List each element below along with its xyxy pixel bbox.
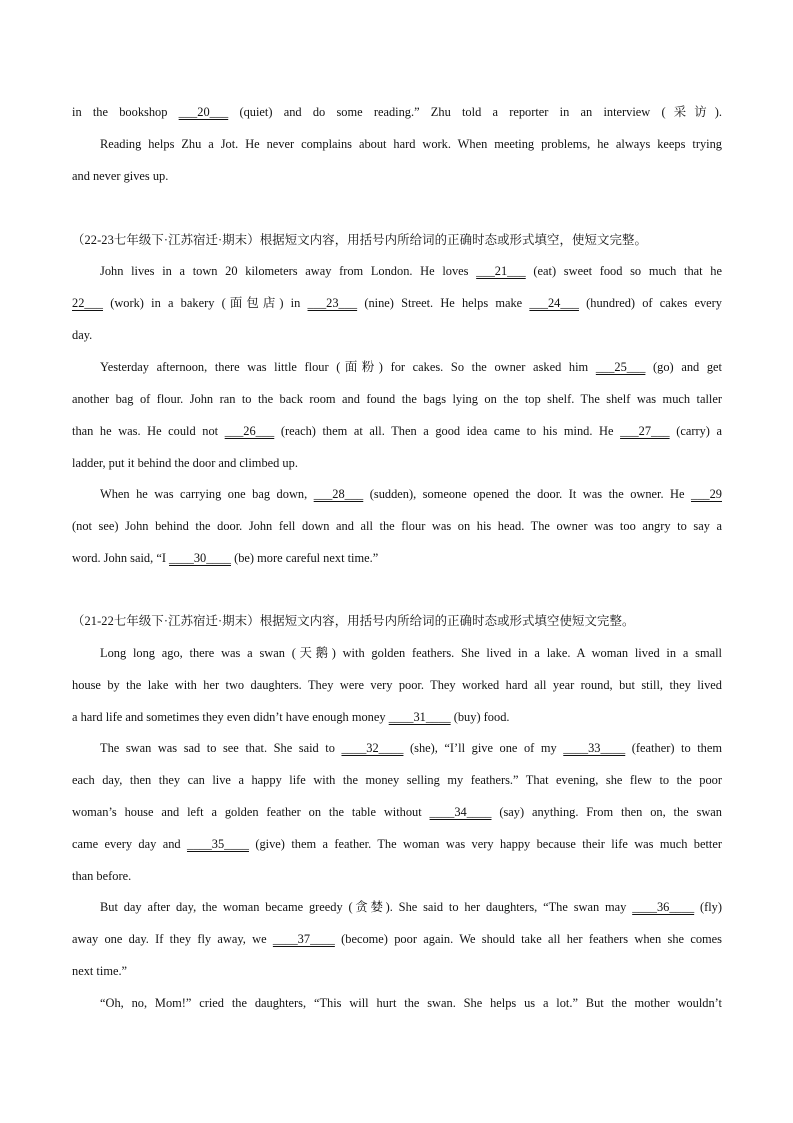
text-line (100, 485, 722, 503)
text-run: The swan was sad to see that. She said to (100, 741, 342, 755)
text-run: ladder, put it behind the door and climbed up. (72, 456, 298, 470)
answer-blank: ___20___ (178, 105, 229, 119)
text-run: (sudden), someone opened the door. It was the owner. He (363, 487, 692, 501)
answer-blank: ___26___ (224, 424, 275, 438)
text-line (72, 549, 722, 567)
text-run: John lives in a town 20 kilometers away from London. He loves (100, 264, 477, 278)
text-line (72, 294, 722, 312)
text-run: But day after day, the woman became greedy (贪婪). She said to her daughters, “The swan may (100, 900, 633, 914)
text-run: next time.” (72, 964, 128, 978)
answer-blank: ___25___ (595, 360, 646, 374)
text-line (72, 390, 722, 408)
text-line (100, 135, 722, 153)
text-run: (give) them a feather. The woman was very happy because their life was much better (248, 837, 722, 851)
text-run: (go) and get (645, 360, 722, 374)
text-run: (carry) a (669, 424, 722, 438)
text-run: (become) poor again. We should take all her feathers when she comes (334, 932, 722, 946)
text-line (72, 454, 722, 472)
text-line (72, 326, 722, 344)
text-run: (work) in a bakery (面包店) in (102, 296, 308, 310)
text-line (72, 962, 722, 980)
answer-blank: ____30____ (169, 551, 231, 565)
text-line (72, 708, 722, 726)
text-run: Long long ago, there was a swan (天鹅) with golden feathers. She lived in a lake. A woman lived in a small (100, 646, 722, 660)
text-run: house by the lake with her two daughters. They were very poor. They worked hard all year round, but still, they lived (72, 678, 722, 692)
text-line (100, 739, 722, 757)
text-line (72, 422, 722, 440)
text-run: than before. (72, 869, 132, 883)
text-line (100, 262, 722, 280)
text-line (72, 930, 722, 948)
text-run: came every day and (72, 837, 187, 851)
answer-blank: ____34____ (429, 805, 492, 819)
text-run: “Oh, no, Mom!” cried the daughters, “This will hurt the swan. She helps us a lot.” But the mother wouldn’t (100, 996, 722, 1010)
text-line (100, 644, 722, 662)
text-run: (quiet) and do some reading.” Zhu told a reporter in an interview (采访). (228, 105, 722, 119)
answer-blank: ___21___ (476, 264, 526, 278)
section-heading (72, 231, 732, 249)
text-run: (hundred) of cakes every (578, 296, 723, 310)
text-run: (feather) to them (625, 741, 722, 755)
text-run: another bag of flour. John ran to the back room and found the bags lying on the top shelf. The shelf was much taller (72, 392, 722, 406)
answer-blank: ____37____ (272, 932, 335, 946)
text-run: （21-22七年级下·江苏宿迁·期末）根据短文内容，用括号内所给词的正确时态或形式填空使短文完整。 (72, 614, 635, 628)
answer-blank: ____35____ (187, 837, 249, 851)
text-run: (fly) (694, 900, 722, 914)
text-line (72, 517, 722, 535)
text-run: When he was carrying one bag down, (100, 487, 314, 501)
answer-blank: ____36____ (632, 900, 695, 914)
text-run: a hard life and sometimes they even didn’t have enough money (72, 710, 389, 724)
text-run: (she), “I’ll give one of my (403, 741, 564, 755)
text-run: (eat) sweet food so much that he (525, 264, 722, 278)
section-heading (72, 612, 732, 630)
text-line (100, 994, 722, 1012)
text-run: (say) anything. From then on, the swan (491, 805, 722, 819)
text-line (72, 771, 722, 789)
text-run: (be) more careful next time.” (231, 551, 379, 565)
text-run: woman’s house and left a golden feather on the table without (72, 805, 430, 819)
text-run: word. John said, “I (72, 551, 170, 565)
text-run: each day, then they can live a happy life with the money selling my feathers.” That evening, she flew to the poor (72, 773, 722, 787)
text-line (100, 358, 722, 376)
answer-blank: ___29 (691, 487, 722, 501)
text-line (100, 898, 722, 916)
answer-blank: ___27___ (620, 424, 670, 438)
answer-blank: ___23___ (307, 296, 358, 310)
text-run: away one day. If they fly away, we (72, 932, 273, 946)
answer-blank: ___28___ (313, 487, 364, 501)
text-run: than he was. He could not (72, 424, 225, 438)
text-run: Yesterday afternoon, there was little flour (面粉) for cakes. So the owner asked him (100, 360, 596, 374)
text-run: and never gives up. (72, 169, 169, 183)
text-run: day. (72, 328, 93, 342)
answer-blank: ___24___ (529, 296, 579, 310)
answer-blank: ____32____ (341, 741, 404, 755)
text-line (72, 676, 722, 694)
answer-blank: ____33____ (563, 741, 626, 755)
text-line (72, 867, 722, 885)
text-run: in the bookshop (72, 105, 179, 119)
text-run: (reach) them at all. Then a good idea came to his mind. He (274, 424, 621, 438)
text-run: (buy) food. (450, 710, 510, 724)
text-run: （22-23七年级下·江苏宿迁·期末）根据短文内容，用括号内所给词的正确时态或形式填空，使短文完整。 (72, 233, 647, 247)
answer-blank: 22___ (72, 296, 103, 310)
text-run: Reading helps Zhu a Jot. He never complains about hard work. When meeting problems, he always keeps trying (100, 137, 722, 151)
text-line (72, 167, 722, 185)
answer-blank: ____31____ (388, 710, 451, 724)
text-line (72, 803, 722, 821)
text-run: (nine) Street. He helps make (357, 296, 530, 310)
text-line (72, 103, 722, 121)
text-run: (not see) John behind the door. John fell down and all the flour was on his head. The owner was too angry to say a (72, 519, 722, 533)
text-line (72, 835, 722, 853)
